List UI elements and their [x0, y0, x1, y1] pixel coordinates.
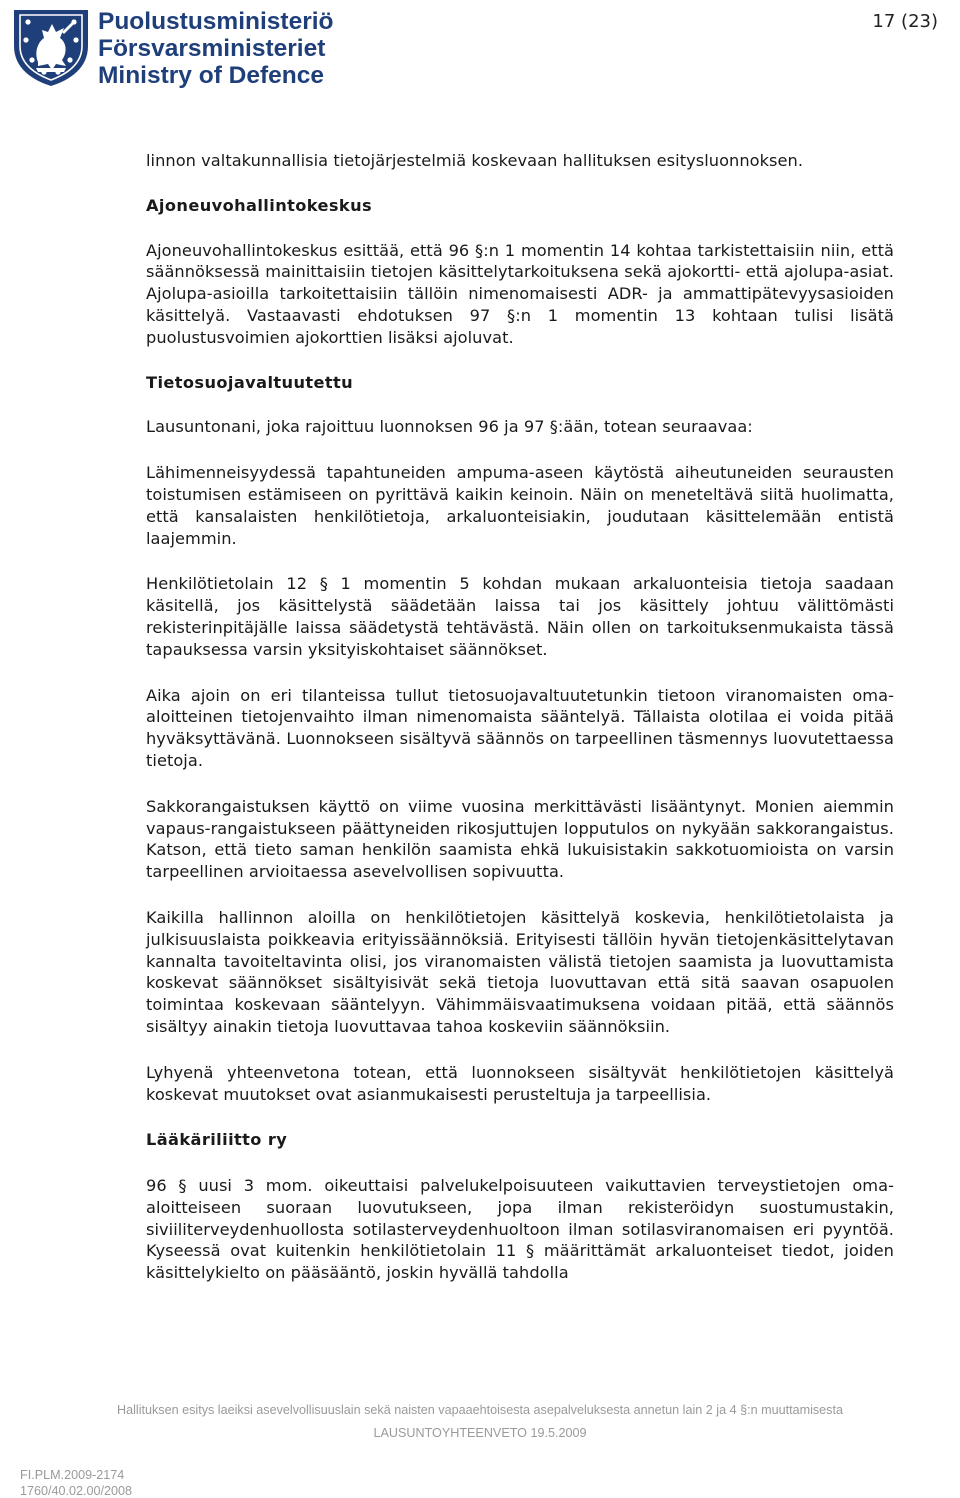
paragraph-intro: linnon valtakunnallisia tietojärjestelmiä koskevaan hallituksen esitysluonnoksen. — [146, 151, 804, 170]
heading-ajoneuvohallintokeskus: Ajoneuvohallintokeskus — [146, 195, 373, 215]
paragraph-laakariliitto: 96 § uusi 3 mom. oikeuttaisi palvelukelpoisuuteen vaikuttavien terveystietojen oma-aloitteiseen suoraan luovutukseen, jopa ilman rekisteröidyn suostumustakin, siviiliterveydenhuollosta sotilasterveydenhuoltoon ilman sotilasviranomaisen eri pyyntöä. Kyseessä ovat kuitenkin henkilötietolain 11 § määrittämät arkaluonteiset tiedot, joiden käsittelykielto on pääsääntö, joskin hyvällä tahdolla — [146, 1176, 894, 1283]
paragraph-tietosuoja-1: Lausuntonani, joka rajoittuu luonnoksen 96 ja 97 §:ään, totean seuraavaa: — [146, 417, 753, 437]
paragraph-tietosuoja-6: Kaikilla hallinnon aloilla on henkilötietojen käsittelyä koskevia, henkilötietolaista ja julkisuuslaista poikkeavia erityissäännöksiä. Erityisesti tällöin hyvän tietojenkäsittelytavan kannalta tavoiteltavinta olisi, jos viranomaisten välistä tietojen saamista ja luovuttamista koskevat säännökset sisältyisivät sekä tietoja luovuttavan että sitä saavan osapuolen toimintaa koskevaan sääntelyyn. Vähimmäisvaatimuksena voidaan pitää, että säännös sisältyy ainakin tietoja luovuttavaa tahoa koskeviin säännöksiin. — [146, 907, 894, 1036]
paragraph-ajoneuvohallintokeskus: Ajoneuvohallintokeskus esittää, että 96 §:n 1 momentin 14 kohtaa tarkistettaisiin niin, että säännöksessä mainittaisiin tietojen käsittelytarkoituksena sekä ajokortti- että ajolupa-asiat. Ajolupa-asioilla tarkoitettaisiin tällöin nimenomaisesti ADR- ja ammattipätevyysasioiden käsittelyä. Vastaavasti ehdotuksen 97 §:n 1 momentin 13 kohtaan tulisi lisätä puolustusvoimien ajokorttien lisäksi ajoluvat. — [146, 240, 894, 347]
document-body — [146, 150, 894, 1284]
ministry-name-fi: Puolustusministeriö — [98, 8, 334, 35]
footer-description: Hallituksen esitys laeiksi asevelvollisuuslain sekä naisten vapaaehtoisesta asepalveluksesta annetun lain 2 ja 4 §:n muuttamisesta — [117, 1403, 843, 1417]
reference-date: 1760/40.02.00/2008 — [20, 1484, 133, 1498]
heading-tietosuojavaltuutettu: Tietosuojavaltuutettu — [146, 372, 354, 392]
heading-laakariliitto: Lääkäriliitto ry — [146, 1130, 288, 1150]
page-number: 17 (23) — [872, 11, 938, 32]
paragraph-tietosuoja-2: Lähimenneisyydessä tapahtuneiden ampuma-aseen käytöstä aiheutuneiden seurausten toistumisen estämiseen on pyrittävä kaikin keinoin. Näin on meneteltävä siitä huolimatta, että kansalaisten henkilötietoja, arkaluonteisiakin, joudutaan käsittelemään entistä laajemmin. — [146, 463, 894, 548]
paragraph-tietosuoja-5: Sakkorangaistuksen käyttö on viime vuosina merkittävästi lisääntynyt. Monien aiemmin vapaus-rangaistukseen päättyneiden rikosjuttujen lopputulos on nykyään sakkorangaistus. Katson, että tieto saman henkilön saamista ehkä lukuisistakin sakkotuomioista on varsin tarpeellinen arvioitaessa asevelvollisen sopivuutta. — [146, 796, 894, 882]
ministry-name-en: Ministry of Defence — [98, 62, 324, 89]
paragraph-tietosuoja-4: Aika ajoin on eri tilanteissa tullut tietosuojavaltuutetunkin tietoon viranomaisten oma-aloitteinen tietojenvaihto ilman nimenomaista sääntelyä. Tällaista olotilaa ei voida pitää hyväksyttävänä. Luonnokseen sisältyvä säännös on tarpeellinen täsmennys luovutettaessa tietoja. — [146, 685, 894, 770]
paragraph-tietosuoja-7: Lyhyenä yhteenvetona totean, että luonnokseen sisältyvät henkilötietojen käsittelyä koskevat muutokset ovat asianmukaisesti perusteltuja ja tarpeellisia. — [146, 1062, 894, 1104]
reference-code: FI.PLM.2009-2174 — [20, 1468, 125, 1482]
coat-of-arms-logo — [8, 6, 94, 88]
paragraph-tietosuoja-3: Henkilötietolain 12 § 1 momentin 5 kohdan mukaan arkaluonteisia tietoja saadaan käsitellä, jos käsittelystä säädetään laissa tai jos käsittely johtuu välittömästi rekisterinpitäjälle laissa säädetystä tehtävästä. Näin ollen on tarkoituksenmukaista tässä tapauksessa varsin yksityiskohtaiset säännökset. — [146, 574, 894, 659]
footer-summary-date: LAUSUNTOYHTEENVETO 19.5.2009 — [373, 1426, 587, 1440]
ministry-name-sv: Försvarsministeriet — [98, 35, 326, 62]
ministry-name-block — [98, 8, 334, 89]
